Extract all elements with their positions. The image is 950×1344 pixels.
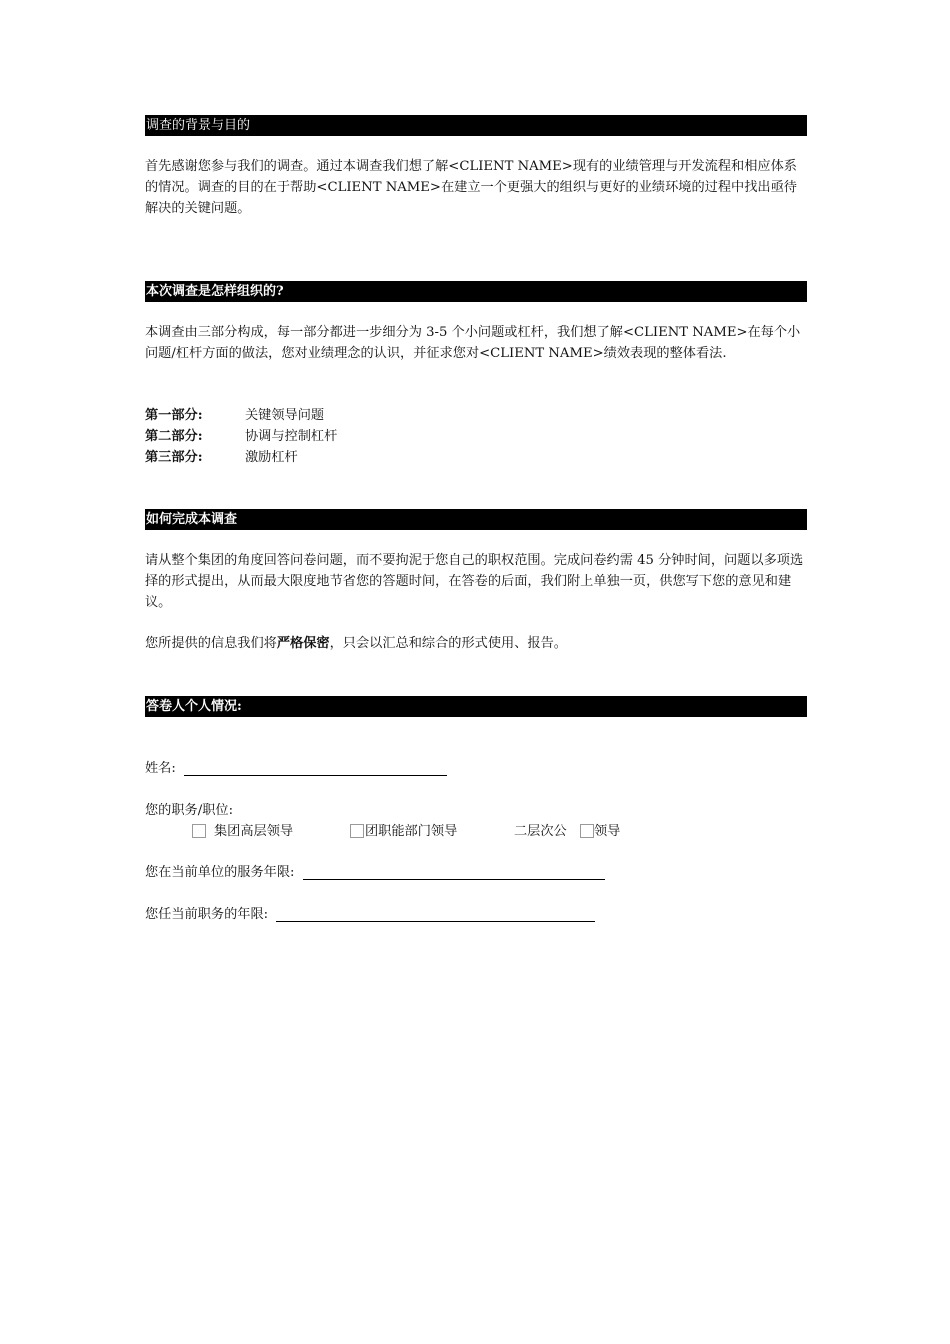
howto-paragraph <box>145 550 807 613</box>
howto-text: 请从整个集团的角度回答问卷问题，而不要拘泥于您自己的职权范围。完成问卷约需 45 分钟时间，问题以多项选择的形式提出，从而最大限度地节省您的答题时间，在答卷的后面，我们附上单独一页，供您写下您的意见和建议。 <box>145 553 804 610</box>
checkbox-second-level-leader[interactable] <box>580 824 594 838</box>
position-years-label: 您任当前职务的年限: <box>145 907 269 922</box>
service-years-row <box>145 862 605 883</box>
service-years-label: 您在当前单位的服务年限: <box>145 865 295 880</box>
part-1-key: 第一部分: <box>145 408 203 423</box>
position-years-input-line[interactable] <box>276 907 595 922</box>
part-2-key: 第二部分: <box>145 429 203 444</box>
position-options <box>145 821 807 842</box>
confidential-bold: 严格保密 <box>276 636 330 651</box>
option-dept-leader-label: 团职能部门领导 <box>365 824 458 839</box>
section-heading-howto: 如何完成本调查 <box>145 509 807 530</box>
background-paragraph <box>145 156 807 219</box>
survey-part-3 <box>145 447 807 468</box>
part-1-value: 关键领导问题 <box>245 408 325 423</box>
organization-text: 本调查由三部分构成，每一部分都进一步细分为 3-5 个小问题或杠杆，我们想了解<CLIENT NAME>在每个小问题/杠杆方面的做法，您对业绩理念的认识，并征求您对<CLIENT NAME>绩效表现的整体看法. <box>145 325 801 361</box>
confidential-paragraph <box>145 633 807 654</box>
confidential-prefix: 您所提供的信息我们将 <box>145 636 277 651</box>
part-3-key: 第三部分: <box>145 450 203 465</box>
position-label-row <box>145 800 233 821</box>
name-input-line[interactable] <box>184 761 447 776</box>
position-years-row <box>145 904 595 925</box>
organization-paragraph <box>145 322 807 364</box>
position-label: 您的职务/职位: <box>145 803 234 818</box>
background-text: 首先感谢您参与我们的调查。通过本调查我们想了解<CLIENT NAME>现有的业绩管理与开发流程和相应体系的情况。调查的目的在于帮助<CLIENT NAME>在建立一个更强大的组织与更好的业绩环境的过程中找出亟待解决的关键问题。 <box>145 159 797 216</box>
survey-part-1 <box>145 405 807 426</box>
survey-part-2 <box>145 426 807 447</box>
survey-parts-list <box>145 405 807 468</box>
checkbox-dept-leader[interactable] <box>350 824 364 838</box>
part-3-value: 激励杠杆 <box>245 450 298 465</box>
name-label: 姓名: <box>145 761 176 776</box>
option-second-level-label: 二层次公 <box>514 824 567 839</box>
option-leader-label: 领导 <box>594 824 621 839</box>
option-senior-leader-label: 集团高层领导 <box>214 824 294 839</box>
service-years-input-line[interactable] <box>303 865 605 880</box>
name-field-row <box>145 758 447 779</box>
confidential-suffix: ，只会以汇总和综合的形式使用、报告。 <box>329 636 567 651</box>
checkbox-senior-leader[interactable] <box>192 824 206 838</box>
section-heading-respondent: 答卷人个人情况: <box>145 696 807 717</box>
section-heading-background: 调查的背景与目的 <box>145 115 807 136</box>
part-2-value: 协调与控制杠杆 <box>245 429 338 444</box>
section-heading-organization: 本次调查是怎样组织的? <box>145 281 807 302</box>
